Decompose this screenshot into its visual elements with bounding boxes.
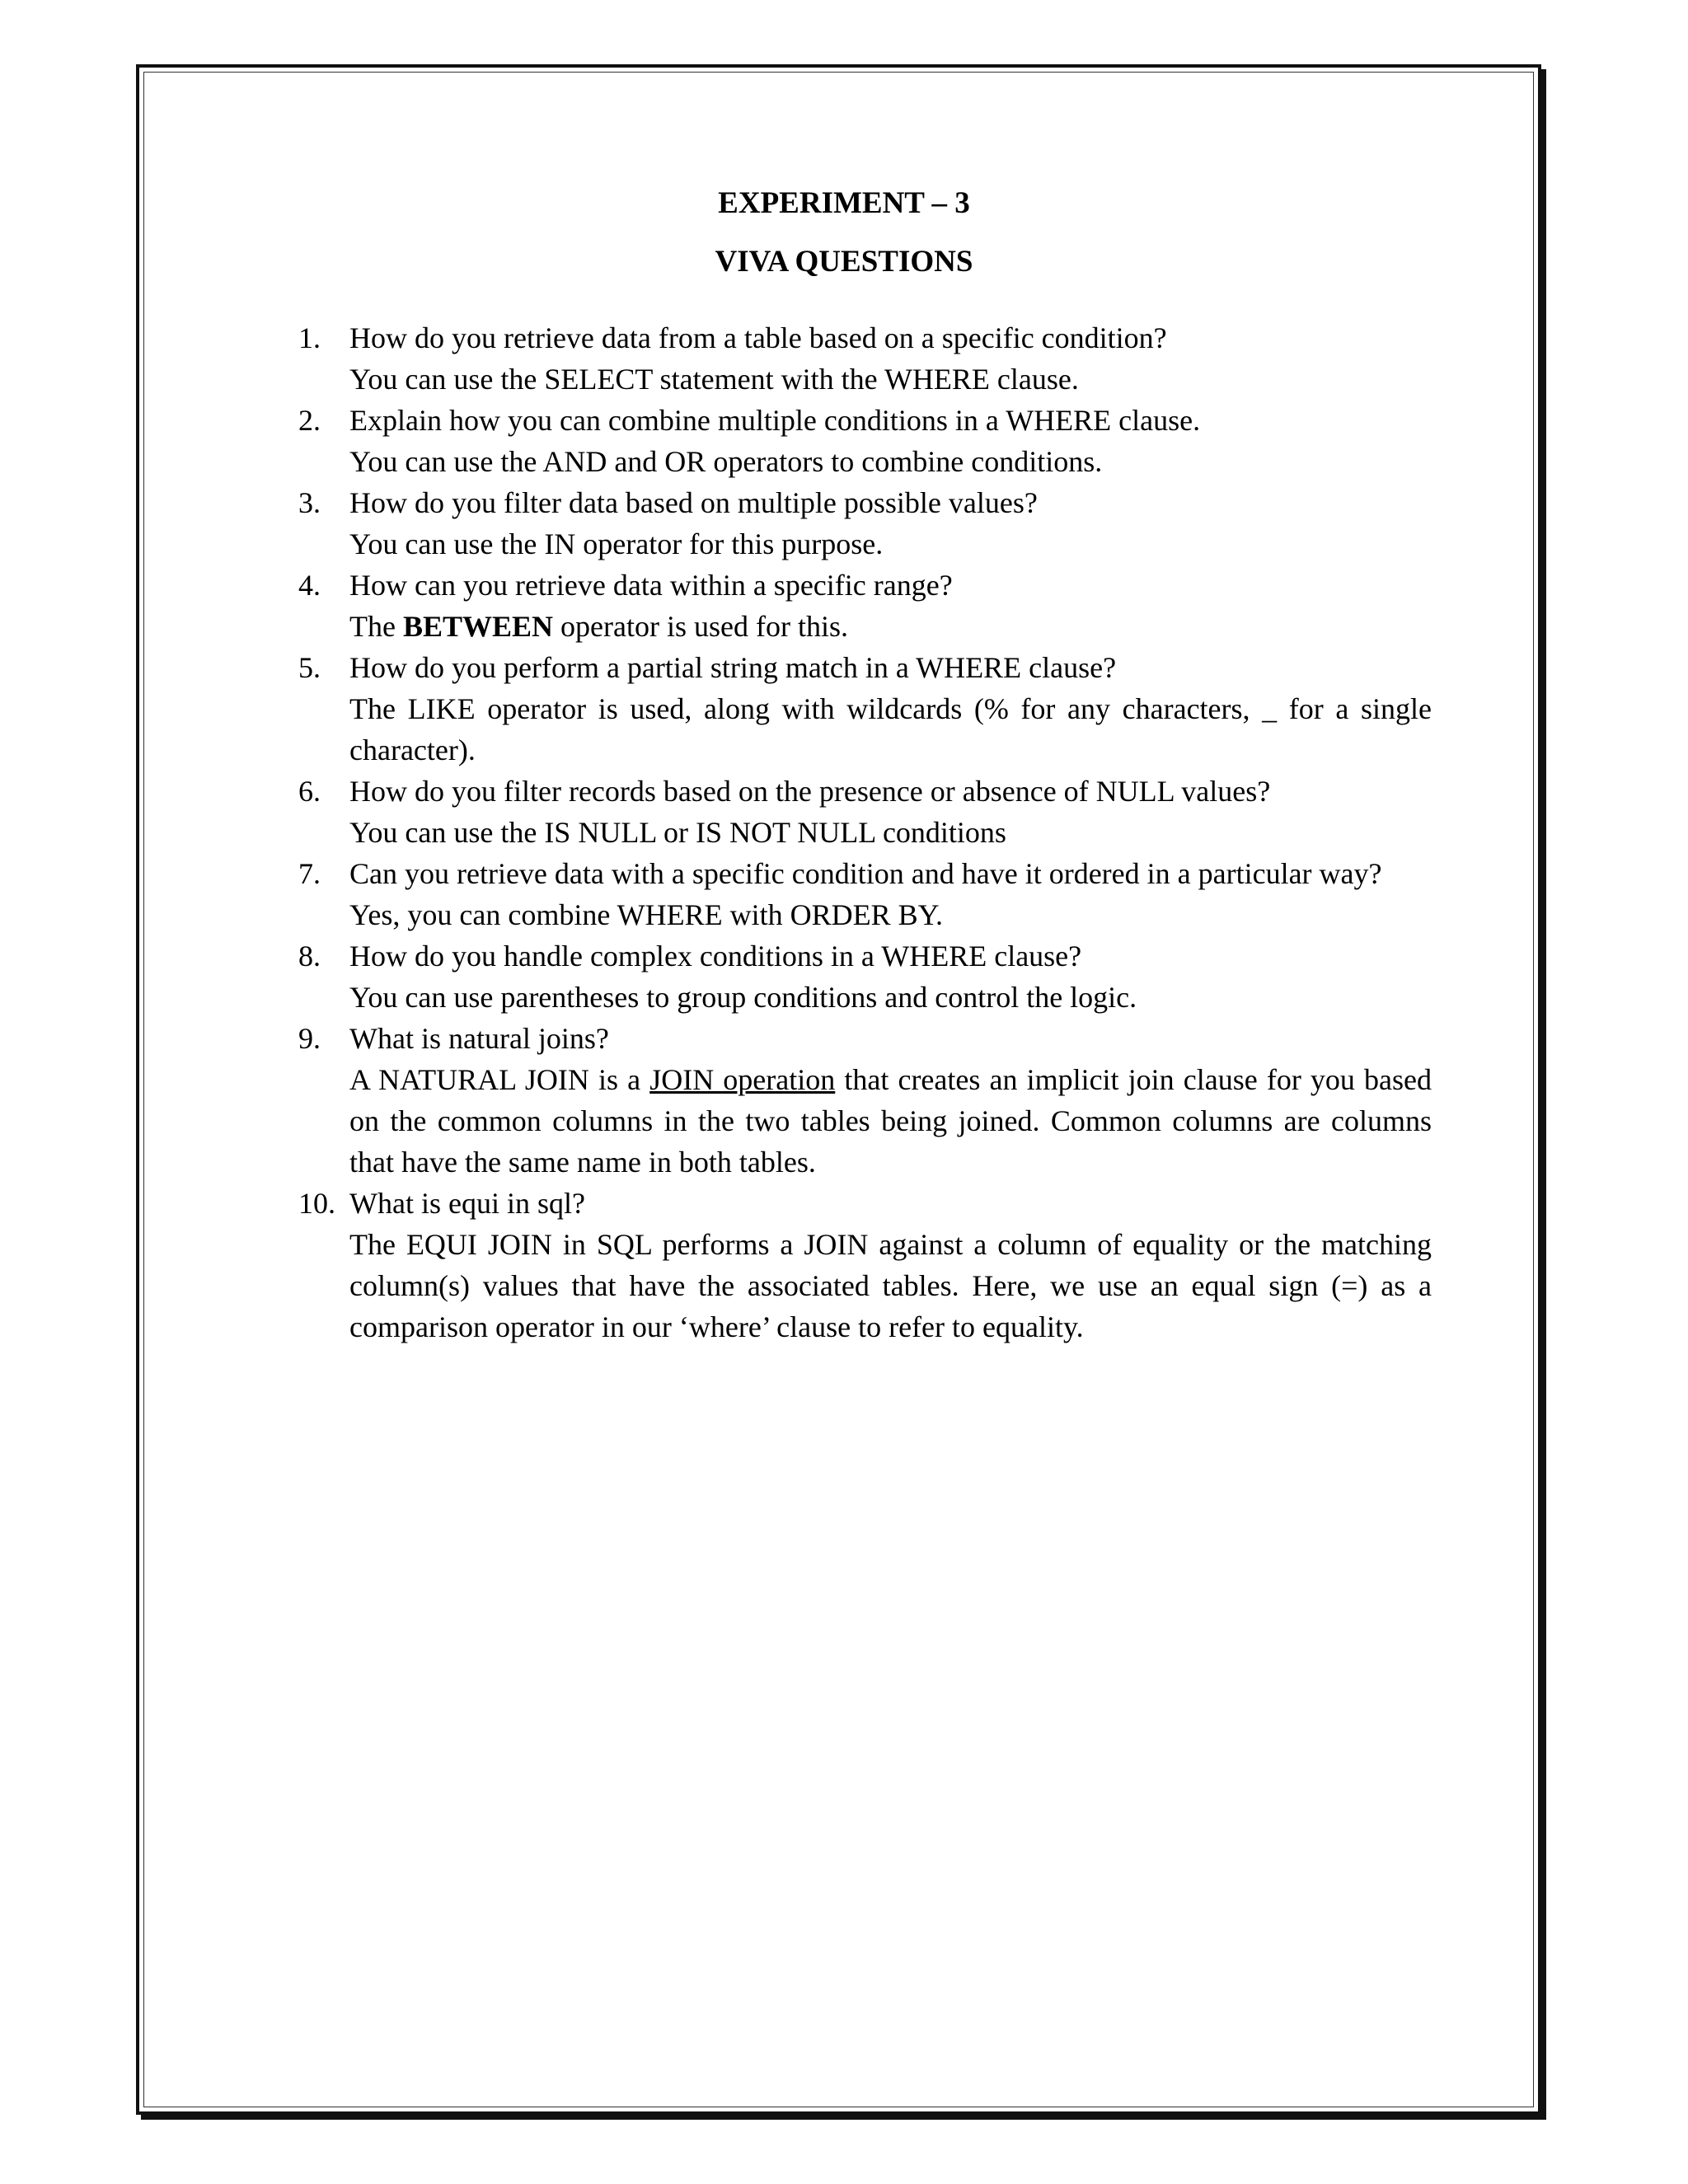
question-text: How do you retrieve data from a table based on a specific condition? xyxy=(349,321,1167,354)
question-text: How do you perform a partial string match in a WHERE clause? xyxy=(349,651,1117,684)
question-text: What is natural joins? xyxy=(349,1022,609,1055)
question-text: Explain how you can combine multiple conditions in a WHERE clause. xyxy=(349,404,1201,437)
question-text: How do you filter data based on multiple possible values? xyxy=(349,486,1038,519)
answer-text: You can use the SELECT statement with the WHERE clause. xyxy=(349,363,1079,396)
list-item xyxy=(298,771,1432,853)
list-item xyxy=(298,400,1432,482)
answer-text-pre: A NATURAL JOIN is a xyxy=(349,1063,650,1096)
question-number: 9. xyxy=(298,1022,321,1055)
question-number: 7. xyxy=(298,857,321,890)
answer-text: Yes, you can combine WHERE with ORDER BY. xyxy=(349,898,943,931)
question-text: How do you filter records based on the presence or absence of NULL values? xyxy=(349,775,1271,808)
list-item xyxy=(298,935,1432,1018)
question-number: 5. xyxy=(298,651,321,684)
join-operation-link[interactable]: JOIN operation xyxy=(649,1063,836,1096)
question-number: 4. xyxy=(298,569,321,602)
question-text: How can you retrieve data within a specific range? xyxy=(349,569,953,602)
question-text: What is equi in sql? xyxy=(349,1187,585,1220)
answer-keyword-bold: BETWEEN xyxy=(402,610,554,643)
answer-text: You can use the IN operator for this purpose. xyxy=(349,527,884,560)
question-number: 2. xyxy=(298,404,321,437)
list-item xyxy=(298,853,1432,935)
page-subtitle: VIVA QUESTIONS xyxy=(715,245,973,279)
list-item xyxy=(298,647,1432,771)
answer-text: The LIKE operator is used, along with wildcards (% for any characters, _ for a single character). xyxy=(349,692,1432,766)
list-item xyxy=(298,1183,1432,1347)
question-number: 8. xyxy=(298,940,321,972)
page-title: EXPERIMENT – 3 xyxy=(718,186,970,220)
answer-text: The EQUI JOIN in SQL performs a JOIN against a column of equality or the matching column(s) values that have the associated tables. Here, we use an equal sign (=) as a comparison operator in our ‘where’ clause to refer to equality. xyxy=(349,1228,1432,1343)
question-number: 6. xyxy=(298,775,321,808)
answer-text xyxy=(349,606,1432,647)
question-text: How do you handle complex conditions in a WHERE clause? xyxy=(349,940,1082,972)
viva-question-list xyxy=(298,317,1432,1347)
question-number: 3. xyxy=(298,486,321,519)
answer-text: You can use the AND and OR operators to combine conditions. xyxy=(349,445,1103,478)
answer-text-pre: The xyxy=(349,610,403,643)
list-item xyxy=(298,565,1432,647)
question-number: 10. xyxy=(298,1187,335,1220)
answer-text: You can use the IS NULL or IS NOT NULL conditions xyxy=(349,816,1006,849)
answer-text xyxy=(349,1059,1432,1183)
answer-text-post: operator is used for this. xyxy=(553,610,848,643)
question-number: 1. xyxy=(298,321,321,354)
list-item xyxy=(298,317,1432,400)
list-item xyxy=(298,1018,1432,1183)
answer-text-post: that creates an implicit join clause for you based on the common columns in the two tables being joined. Common columns are columns that have the same name in both tables. xyxy=(349,1063,1432,1179)
answer-text: You can use parentheses to group conditions and control the logic. xyxy=(349,981,1137,1014)
question-text: Can you retrieve data with a specific condition and have it ordered in a particular way? xyxy=(349,857,1382,890)
list-item xyxy=(298,482,1432,565)
